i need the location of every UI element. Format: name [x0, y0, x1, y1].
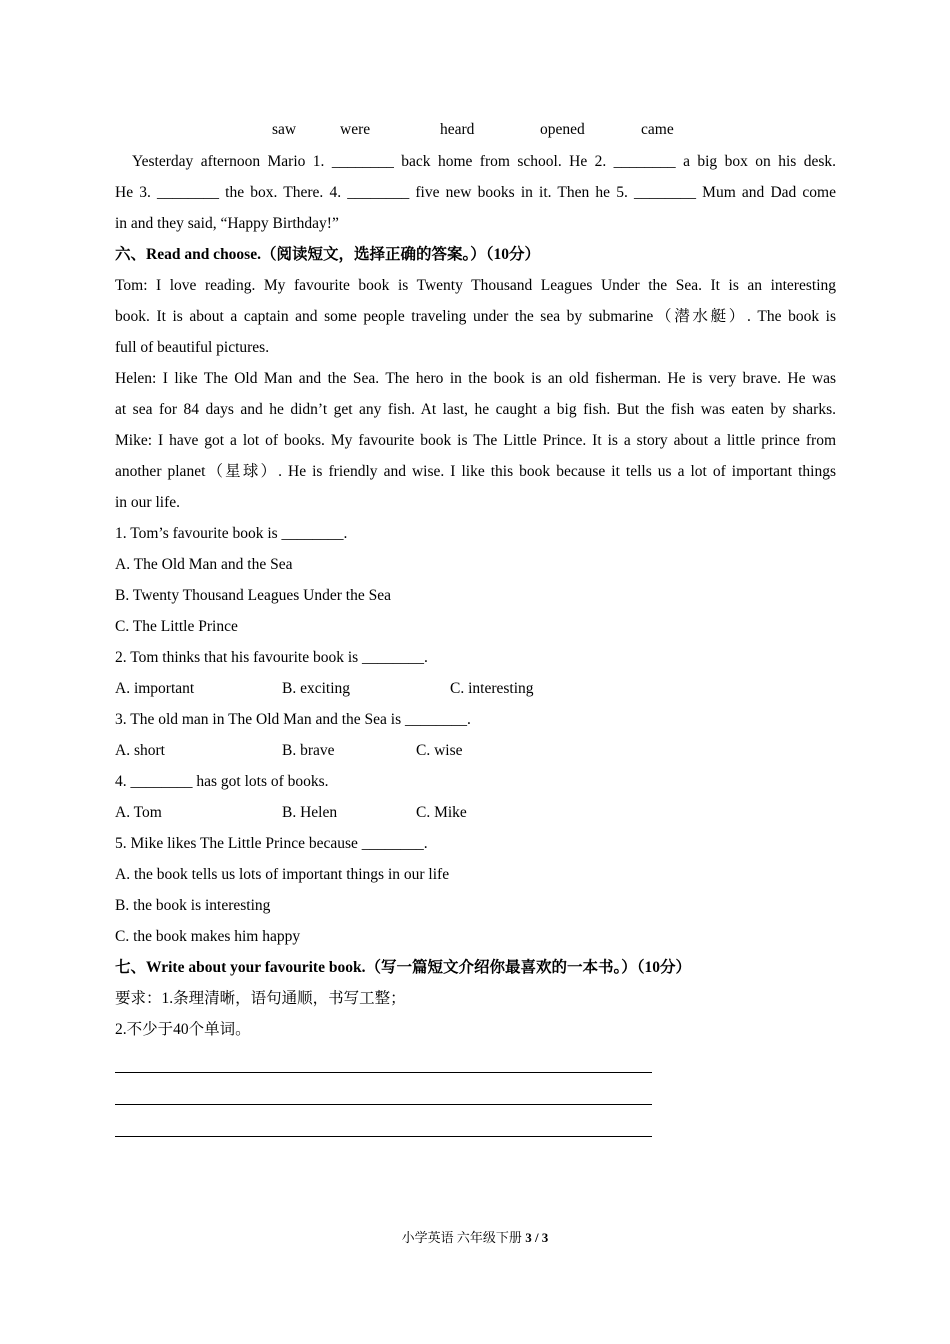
passage-line: Yesterday afternoon Mario 1. ________ back home from school. He 2. ________ a big box on his desk.	[132, 153, 836, 170]
q5-option-b: B. the book is interesting	[115, 897, 271, 914]
q1-option-a: A. The Old Man and the Sea	[115, 556, 293, 573]
q3-option-a: A. short	[115, 742, 165, 759]
tom-paragraph-line: Tom: I love reading. My favourite book is Twenty Thousand Leagues Under the Sea. It is an interesting	[115, 277, 836, 294]
q2-option-b: B. exciting	[282, 680, 351, 697]
q2-option-a: A. important	[115, 680, 195, 697]
question-4: 4. ________ has got lots of books.	[115, 773, 329, 790]
writing-requirement-2: 2.不少于40个单词。	[115, 1021, 251, 1038]
tom-paragraph-line: book. It is about a captain and some people traveling under the sea by submarine（潜水艇）. The book is	[115, 308, 836, 325]
q4-option-b: B. Helen	[282, 804, 338, 821]
q3-option-c: C. wise	[416, 742, 463, 759]
q1-option-b: B. Twenty Thousand Leagues Under the Sea	[115, 587, 391, 604]
q5-option-c: C. the book makes him happy	[115, 928, 301, 945]
helen-paragraph-line: at sea for 84 days and he didn’t get any fish. At last, he caught a big fish. But the fish was eaten by sharks.	[115, 401, 836, 418]
writing-line[interactable]	[115, 1104, 652, 1105]
mike-paragraph-line: another planet（星球）. He is friendly and wise. I like this book because it tells us a lot of important things	[115, 463, 836, 480]
word-bank-item: saw	[272, 121, 297, 138]
passage-line: He 3. ________ the box. There. 4. ________ five new books in it. Then he 5. ________ Mum and Dad come	[115, 184, 836, 201]
q1-option-c: C. The Little Prince	[115, 618, 238, 635]
question-3: 3. The old man in The Old Man and the Sea is ________.	[115, 711, 471, 728]
writing-requirement-1: 要求：1.条理清晰，语句通顺，书写工整；	[115, 990, 406, 1007]
passage-line: in and they said, “Happy Birthday!”	[115, 215, 339, 232]
tom-paragraph-line: full of beautiful pictures.	[115, 339, 270, 356]
word-bank-item: opened	[540, 121, 585, 138]
q4-option-a: A. Tom	[115, 804, 162, 821]
mike-paragraph-line: in our life.	[115, 494, 180, 511]
q2-option-c: C. interesting	[450, 680, 534, 697]
page-footer	[0, 1227, 950, 1246]
section-6-heading: 六、Read and choose.（阅读短文，选择正确的答案。）（10分）	[115, 246, 540, 263]
word-bank-item: heard	[440, 121, 475, 138]
page-number: 3 / 3	[525, 1230, 549, 1245]
writing-line[interactable]	[115, 1072, 652, 1073]
question-5: 5. Mike likes The Little Prince because ________.	[115, 835, 428, 852]
section-7-heading: 七、Write about your favourite book.（写一篇短文介绍你最喜欢的一本书。）（10分）	[115, 959, 691, 976]
footer-text: 小学英语 六年级下册	[401, 1230, 526, 1245]
q5-option-a: A. the book tells us lots of important things in our life	[115, 866, 450, 883]
q4-option-c: C. Mike	[416, 804, 467, 821]
writing-line[interactable]	[115, 1136, 652, 1137]
question-1: 1. Tom’s favourite book is ________.	[115, 525, 348, 542]
helen-paragraph-line: Helen: I like The Old Man and the Sea. The hero in the book is an old fisherman. He is very brave. He was	[115, 370, 836, 387]
word-bank-item: were	[340, 121, 371, 138]
word-bank-item: came	[641, 121, 674, 138]
mike-paragraph-line: Mike: I have got a lot of books. My favourite book is The Little Prince. It is a story about a little prince from	[115, 432, 836, 449]
word-bank	[115, 121, 836, 141]
q3-option-b: B. brave	[282, 742, 335, 759]
question-2: 2. Tom thinks that his favourite book is ________.	[115, 649, 428, 666]
